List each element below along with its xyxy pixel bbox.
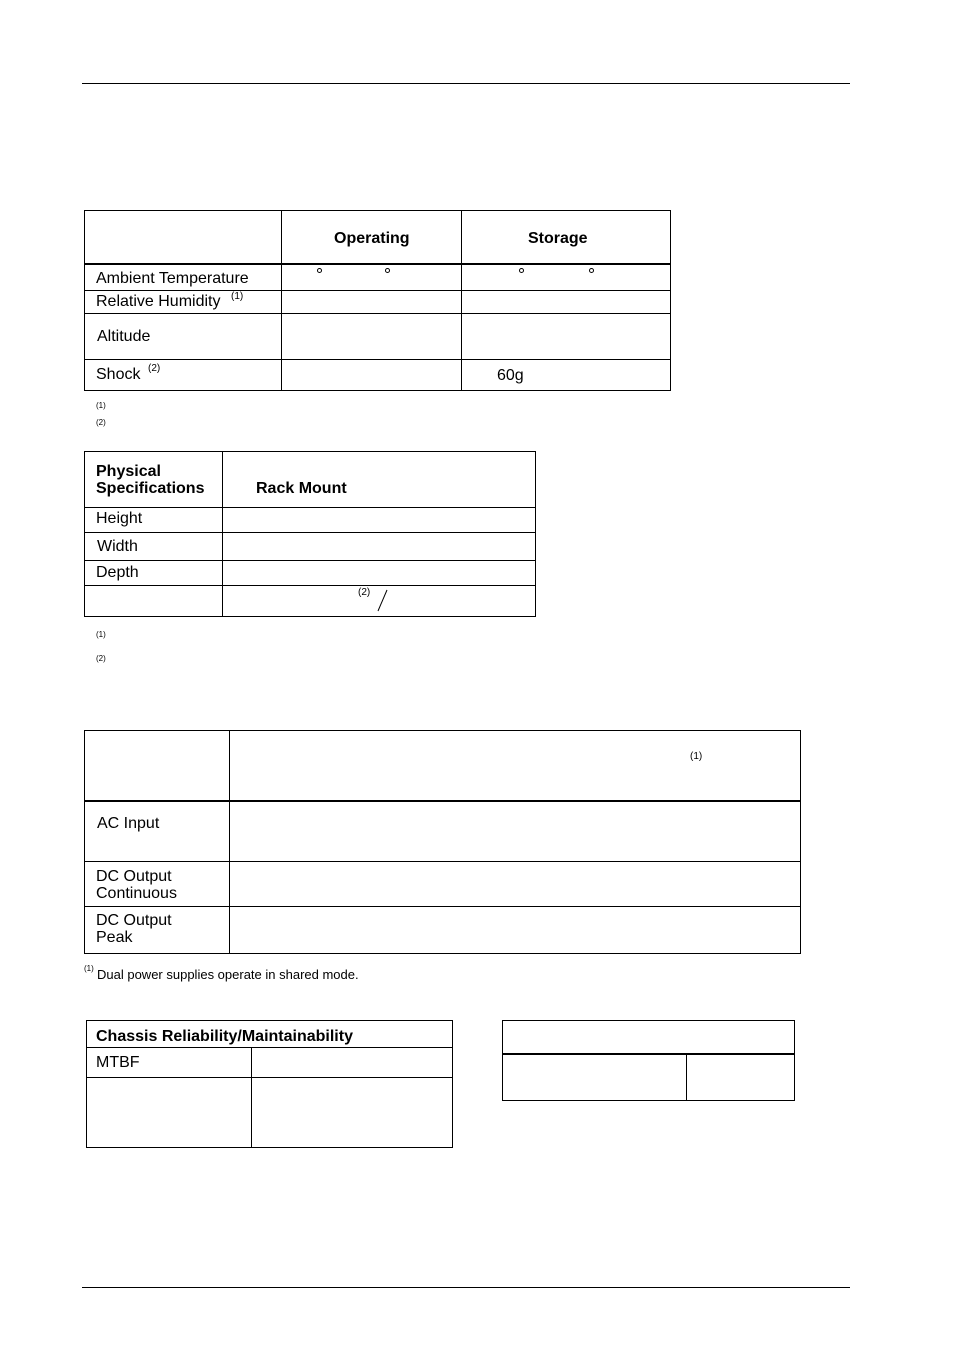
table-divider (229, 730, 230, 953)
table-divider (503, 1053, 794, 1055)
row-label-ambient-temperature: Ambient Temperature (96, 270, 249, 287)
row-label-shock: Shock (96, 366, 141, 383)
table-divider (85, 800, 800, 802)
footnote-marker: (2) (96, 418, 106, 427)
row-label-dc-output-continuous: DC Output Continuous (96, 868, 177, 902)
table-divider (85, 313, 670, 314)
column-header-operating: Operating (334, 230, 410, 247)
table-divider (85, 507, 535, 508)
column-header-storage: Storage (528, 230, 588, 247)
table-divider (251, 1047, 252, 1147)
footnote-marker: (2) (96, 654, 106, 663)
degree-symbol-icon (519, 268, 524, 273)
table-divider (85, 585, 535, 586)
degree-symbol-icon (589, 268, 594, 273)
table-divider (461, 210, 462, 390)
footnote-ref: (1) (690, 751, 703, 762)
table-divider (85, 906, 800, 907)
footnote-marker: (1) (84, 964, 94, 973)
table-divider (87, 1077, 452, 1078)
row-label-ac-input: AC Input (97, 815, 160, 832)
table-divider (281, 210, 282, 390)
row-label-depth: Depth (96, 564, 139, 581)
table-divider (85, 861, 800, 862)
table-divider (85, 532, 535, 533)
footnote-marker: (1) (96, 630, 106, 639)
table-divider (686, 1053, 687, 1100)
power-footnote: Dual power supplies operate in shared mode. (97, 967, 359, 982)
table-divider (85, 263, 670, 265)
table-divider (87, 1047, 452, 1048)
table-divider (222, 451, 223, 616)
table-divider (85, 560, 535, 561)
row-label-height: Height (96, 510, 143, 527)
footer-rule (82, 1287, 850, 1288)
degree-symbol-icon (317, 268, 322, 273)
row-label-mtbf: MTBF (96, 1054, 140, 1071)
row-label-relative-humidity: Relative Humidity (96, 293, 221, 310)
degree-symbol-icon (385, 268, 390, 273)
footnote-ref: (2) (358, 587, 371, 598)
reliability-table-title: Chassis Reliability/Maintainability (96, 1028, 353, 1045)
footnote-marker: (1) (96, 401, 106, 410)
physical-specifications-header: Physical Specifications (96, 463, 205, 497)
table-divider (85, 359, 670, 360)
header-rule (82, 83, 850, 84)
column-header-rack-mount: Rack Mount (256, 480, 347, 497)
table-divider (85, 290, 670, 291)
row-label-width: Width (97, 538, 138, 555)
footnote-ref: (1) (231, 291, 244, 302)
row-label-altitude: Altitude (97, 328, 151, 345)
slash-separator-icon (376, 589, 390, 613)
row-label-dc-output-peak: DC Output Peak (96, 912, 172, 946)
shock-storage-value: 60g (497, 367, 524, 384)
small-table-border (502, 1020, 795, 1101)
footnote-ref: (2) (148, 363, 161, 374)
